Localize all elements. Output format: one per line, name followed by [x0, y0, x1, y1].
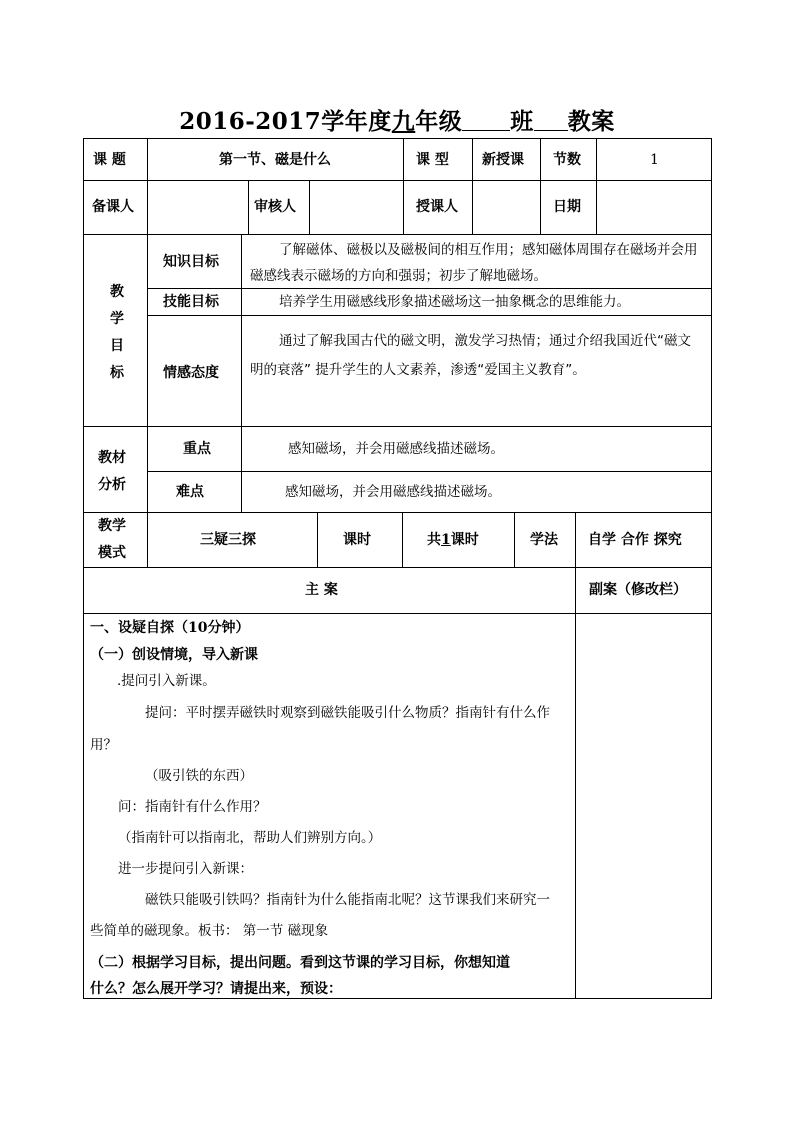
section-heading-1: 一、设疑自探（10分钟）	[90, 620, 250, 636]
key-point-text: 感知磁场，并会用磁感线描述磁场。	[288, 441, 504, 457]
section-heading-2: （一）创设情境，导入新课	[90, 647, 258, 663]
class-blank	[462, 110, 510, 131]
attitude-text-line-1: 通过了解我国古代的磁文明，激发学习热情；通过介绍我国近代“磁文	[279, 333, 691, 349]
material-group-line-2: 分析	[98, 477, 126, 493]
section-heading-3-line-2: 什么？怎么展开学习？请提出来，预设：	[90, 981, 342, 997]
section-value: 1	[650, 152, 659, 168]
hours-label: 课时	[343, 532, 371, 548]
hours-value	[427, 532, 479, 548]
knowledge-text-line-1: 了解磁体、磁极以及磁极间的相互作用；感知磁体周围存在磁场并会用	[279, 242, 698, 258]
plan-blank	[534, 110, 568, 131]
main-plan-header: 主 案	[305, 582, 338, 598]
type-value: 新授课	[482, 152, 524, 168]
mode-value: 三疑三探	[200, 532, 256, 548]
knowledge-label: 知识目标	[163, 254, 219, 270]
knowledge-text-line-2: 磁感线表示磁场的方向和强弱；初步了解地磁场。	[250, 268, 547, 284]
content-line: 进一步提问引入新课：	[118, 861, 253, 877]
content-line: .提问引入新课。	[117, 673, 216, 689]
page-title	[0, 103, 794, 136]
hours-number: 1	[441, 532, 451, 548]
topic-label: 课 题	[93, 152, 126, 168]
mode-label-line-1: 教学	[98, 518, 126, 534]
preparer-label: 备课人	[92, 199, 134, 215]
reviewer-label: 审核人	[254, 199, 296, 215]
mode-label-line-2: 模式	[98, 545, 126, 561]
content-line: 磁铁只能吸引铁吗？指南针为什么能指南北呢？这节课我们来研究一	[145, 892, 550, 908]
title-plan: 教案	[567, 108, 615, 135]
attitude-text-line-2: 明的衰落” 提升学生的人文素养，渗透“爱国主义教育”。	[250, 362, 586, 378]
section-label: 节数	[553, 152, 581, 168]
content-line: 问：指南针有什么作用？	[118, 799, 267, 815]
method-value: 自学 合作 探究	[588, 532, 682, 548]
goals-group-char-2: 学	[110, 311, 124, 327]
content-line: 提问：平时摆弄磁铁时观察到磁铁能吸引什么物质？指南针有什么作	[145, 705, 550, 721]
date-label: 日期	[553, 199, 581, 215]
skill-text: 培养学生用磁感线形象描述磁场这一抽象概念的思维能力。	[279, 294, 630, 310]
hard-point-label: 难点	[176, 484, 204, 500]
type-label: 课 型	[416, 152, 449, 168]
title-grade: 九	[391, 108, 416, 135]
teacher-label: 授课人	[416, 199, 458, 215]
skill-label: 技能目标	[163, 294, 219, 310]
goals-group-char-3: 目	[110, 338, 124, 354]
attitude-label: 情感态度	[163, 365, 219, 381]
topic-value: 第一节、磁是什么	[219, 152, 331, 168]
content-line: 些简单的磁现象。板书： 第一节 磁现象	[90, 923, 329, 939]
title-year: 2016-2017学年度	[179, 108, 392, 135]
key-point-label: 重点	[183, 441, 211, 457]
method-label: 学法	[530, 532, 558, 548]
title-class: 班	[510, 108, 534, 135]
goals-group-char-1: 教	[110, 284, 124, 300]
goals-group-char-4: 标	[110, 365, 124, 381]
side-plan-header: 副案（修改栏）	[589, 582, 687, 598]
content-line: （指南针可以指南北，帮助人们辨别方向。）	[118, 830, 382, 846]
hours-prefix: 共	[427, 532, 441, 548]
material-group-line-1: 教材	[98, 450, 126, 466]
section-heading-3-line-1: （二）根据学习目标，提出问题。看到这节课的学习目标，你想知道	[90, 955, 510, 971]
hours-suffix: 课时	[450, 532, 479, 548]
title-grade-suffix: 年级	[415, 108, 463, 135]
hard-point-text: 感知磁场，并会用磁感线描述磁场。	[285, 484, 501, 500]
content-line: 用？	[90, 737, 117, 753]
content-line: （吸引铁的东西）	[145, 768, 253, 784]
